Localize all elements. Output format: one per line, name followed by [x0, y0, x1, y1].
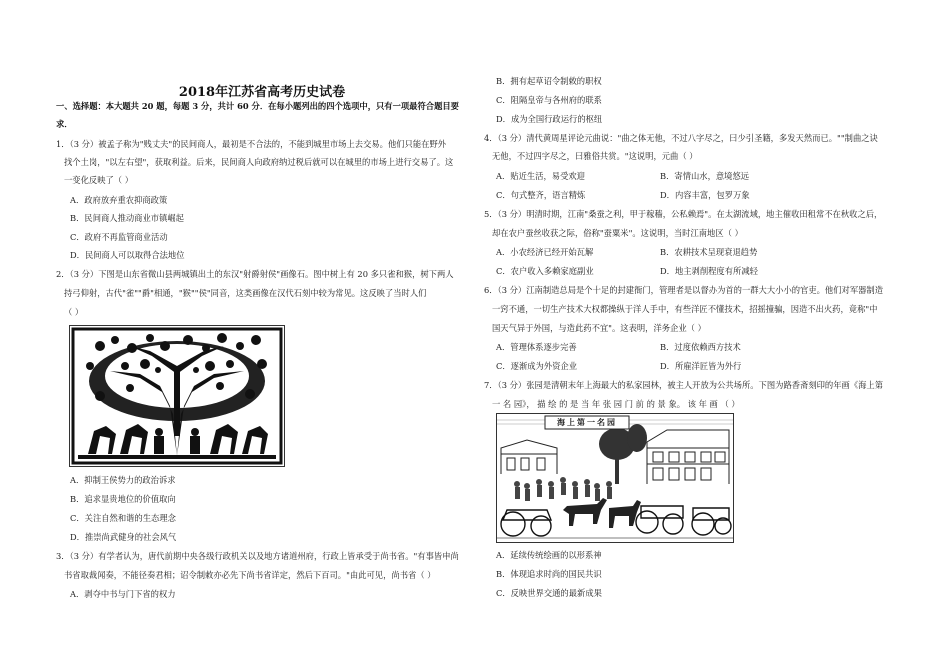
q5-stem-line2: 却在农户蚕丝收获之际，俗称"蚕粟米"。这说明，当时江南地区（ ）: [492, 228, 743, 238]
q6-stem-line1: 6．（3 分）江南制造总局是个十足的封建衙门，管理者是以督办为首的一群大大小小的官吏。他们对军器制造: [484, 285, 884, 295]
q3-option-c[interactable]: C．阻隔皇帝与各州府的联系: [496, 95, 602, 105]
q7-stem-line1: 7．（3 分）张园是清朝末年上海最大的私家园林，被主人开放为公共场所。下图为路香斋刻印的年画《海上第: [484, 380, 884, 390]
q1-stem-line1: 1．（3 分）被孟子称为"贱丈夫"的民间商人，最初是不合法的，不能到城里市场上去交易。他们只能在野外: [56, 139, 447, 149]
section-instruction-line2: 求．: [56, 119, 73, 129]
q5-option-d[interactable]: D．地主剥削程度有所减轻: [660, 266, 758, 276]
q6-option-c[interactable]: C．逐渐成为外资企业: [496, 361, 578, 371]
q1-stem-line3: 一变化反映了（ ）: [64, 175, 134, 185]
q1-option-c[interactable]: C．政府不再监管商业活动: [70, 232, 168, 242]
q2-stem-line2: 持弓仰射，古代"雀""爵"相通，"猴""侯"同音，这类画像在汉代石刻中较为常见。这反映了当时人们: [64, 288, 427, 298]
q2-option-c[interactable]: C．关注自然和谐的生态理念: [70, 513, 176, 523]
q2-option-d[interactable]: D．推崇尚武健身的社会风气: [70, 532, 177, 542]
q5-stem-line1: 5．（3 分）明清时期，江南"桑蚕之利，甲于稼穑，公私赖焉"。在太湖流域，地主催收田租常不在秋收之后，: [484, 209, 883, 219]
garden-sign-text: 海上第一名园: [557, 417, 617, 427]
q4-stem-line2: 无他，不过四字尽之，曰雅俗共赏。"这说明，元曲（ ）: [492, 151, 698, 161]
q3-stem-line1: 3．（3 分）有学者认为，唐代前期中央各级行政机关以及地方诸道州府，行政上皆承受于尚书省。"有事皆申尚: [56, 551, 459, 561]
q4-option-c[interactable]: C．句式整齐，语言精炼: [496, 190, 586, 200]
q7-option-c[interactable]: C．反映世界交通的最新成果: [496, 588, 602, 598]
q2-stem-line3: （ ）: [64, 307, 84, 317]
q7-stem-line2: 一 名 园》， 描 绘 的 是 当 年 张 园 门 前 的 景 象。 该 年 画 （ ）: [492, 399, 740, 409]
q7-option-a[interactable]: A．延续传统绘画的以形系神: [496, 550, 602, 560]
q3-option-a[interactable]: A．剥夺中书与门下省的权力: [70, 589, 176, 599]
q6-option-b[interactable]: B．过度依赖西方技术: [660, 342, 741, 352]
q4-option-a[interactable]: A．贴近生活，易受欢迎: [496, 171, 585, 181]
q6-stem-line2: 一窍不通，一切生产技术大权都操纵于洋人手中，有些洋匠不懂技术，招摇撞骗，因造不出火药，竟称"中: [492, 304, 878, 314]
q4-option-d[interactable]: D．内容丰富，包罗万象: [660, 190, 750, 200]
q1-stem-line2: 找个土岗，"以左右望"，获取利益。后来，民间商人向政府纳过税后就可以在城里的市场上进行交易了。这: [64, 157, 454, 167]
han-stone-relief-image: [69, 325, 285, 467]
section-instruction-line1: 一、选择题：本大题共 20 题，每题 3 分，共计 60 分．在每小题列出的四个选项中，只有一项最符合题目要: [56, 101, 459, 111]
q1-option-b[interactable]: B．民间商人推动商业市镇崛起: [70, 213, 184, 223]
q5-option-c[interactable]: C．农户收入多赖家庭副业: [496, 266, 594, 276]
q5-option-a[interactable]: A．小农经济已经开始瓦解: [496, 247, 594, 257]
q5-option-b[interactable]: B．农耕技术呈现衰退趋势: [660, 247, 758, 257]
q7-option-b[interactable]: B．体现追求时尚的国民共识: [496, 569, 602, 579]
page-title: 2018年江苏省高考历史试卷: [178, 85, 346, 100]
q4-stem-line1: 4．（3 分）清代黄周星评论元曲说："曲之体无他，不过八字尽之，曰少引圣籍，多发天然而已。""制曲之诀: [484, 133, 878, 143]
zhang-garden-print-image: [496, 413, 734, 543]
q1-option-d[interactable]: D．民间商人可以取得合法地位: [70, 250, 185, 260]
q4-option-b[interactable]: B．寄情山水，意境悠远: [660, 171, 750, 181]
q6-option-d[interactable]: D．所雇洋匠皆为外行: [660, 361, 742, 371]
q6-stem-line3: 国天气异于外国，与造此药不宜"。这表明，洋务企业（ ）: [492, 323, 706, 333]
q2-stem-line1: 2．（3 分）下图是山东省微山县两城镇出土的东汉"射爵射侯"画像石。图中树上有 20 多只雀和猴，树下两人: [56, 269, 454, 279]
q2-option-b[interactable]: B．追求显贵地位的价值取向: [70, 494, 176, 504]
q1-option-a[interactable]: A．政府放弃重农抑商政策: [70, 195, 168, 205]
q3-stem-line2: 书省取裁闻奏，不能径奏君相；诏令制敕亦必先下尚书省详定，然后下百司。"由此可见，尚书省（ ）: [64, 570, 436, 580]
q2-option-a[interactable]: A．抑制王侯势力的政治诉求: [70, 475, 176, 485]
q6-option-a[interactable]: A．管理体系逐步完善: [496, 342, 577, 352]
q3-option-b[interactable]: B．拥有起草诏令制敕的职权: [496, 76, 602, 86]
q3-option-d[interactable]: D．成为全国行政运行的枢纽: [496, 114, 603, 124]
